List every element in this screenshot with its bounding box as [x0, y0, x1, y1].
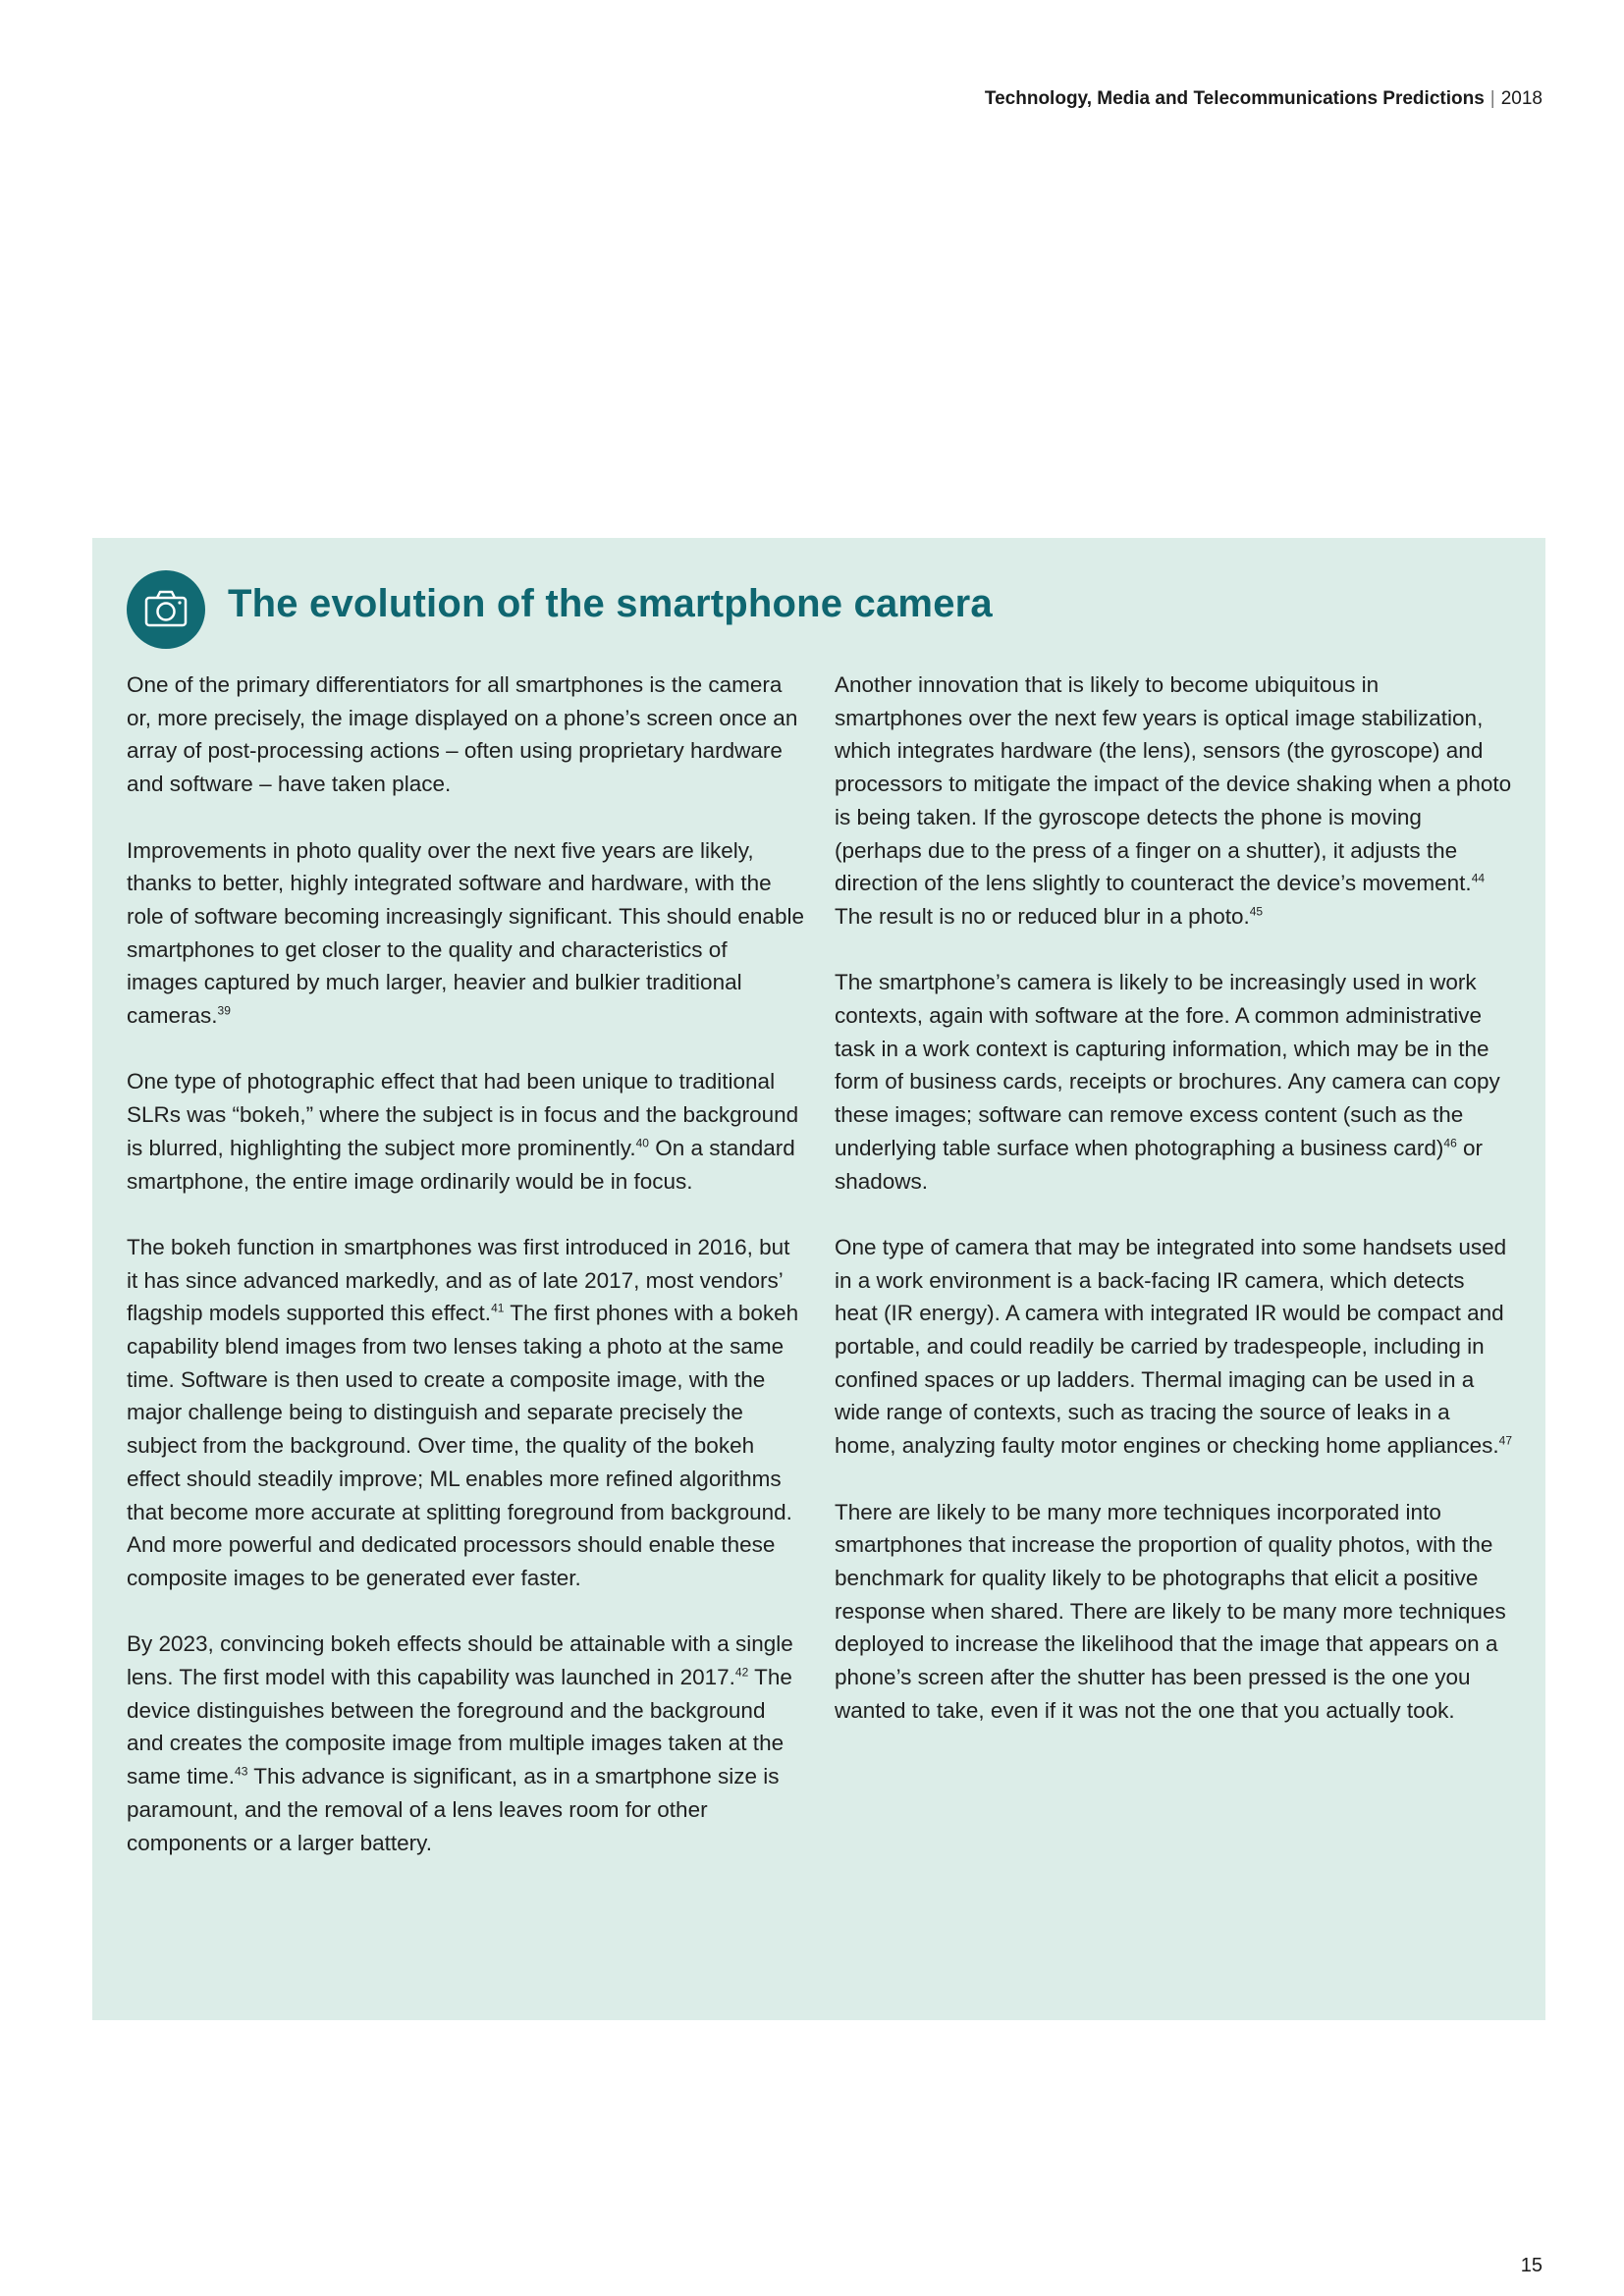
left-column: [127, 668, 804, 1893]
paragraph-text: One of the primary differentiators for all smartphones is the camera or, more precisely, the image displayed on a phone’s screen once an array of post-processing actions – often using proprietary hardware and software – have taken place.: [127, 672, 798, 797]
footnote-ref: 47: [1498, 1433, 1512, 1448]
header-separator: |: [1489, 88, 1495, 109]
footnote-ref: 39: [217, 1003, 231, 1018]
publication-title: Technology, Media and Telecommunications Predictions: [984, 88, 1485, 109]
body-paragraph: [835, 966, 1512, 1198]
footnote-ref: 40: [635, 1136, 649, 1150]
paragraph-text: One type of photographic effect that had been unique to traditional SLRs was “bokeh,” where the subject is in focus and the background is blurred, highlighting the subject more prominently.: [127, 1069, 799, 1160]
body-paragraph: [127, 834, 804, 1033]
paragraph-text: The first phones with a bokeh capability blend images from two lenses taking a photo at the same time. Software is then used to create a composite image, with the major challenge being to distinguish and separate precisely the subject from the background. Over time, the quality of the bokeh effect should steadily improve; ML enables more refined algorithms that become more accurate at splitting foreground from background. And more powerful and dedicated processors should enable these composite images to be generated ever faster.: [127, 1301, 799, 1590]
paragraph-text: or shadows.: [835, 1135, 1484, 1194]
body-paragraph: [835, 1231, 1512, 1463]
paragraph-text: This advance is significant, as in a smartphone size is paramount, and the removal of a lens leaves room for other components or a larger battery.: [127, 1764, 780, 1855]
running-header: [985, 88, 1543, 110]
publication-year: 2018: [1500, 88, 1543, 109]
body-paragraph: [835, 668, 1512, 934]
footnote-ref: 41: [491, 1301, 505, 1315]
footnote-ref: 44: [1471, 871, 1486, 885]
box-title: The evolution of the smartphone camera: [228, 582, 993, 625]
paragraph-text: The result is no or reduced blur in a photo.: [835, 903, 1250, 929]
right-column: [835, 668, 1512, 1760]
paragraph-text: One type of camera that may be integrated into some handsets used in a work environment is a back-facing IR camera, which detects heat (IR energy). A camera with integrated IR would be compact and portable, and could readily be carried by tradespeople, including in confined spaces or up ladders. Thermal imaging can be used in a wide range of contexts, such as tracing the source of leaks in a home, analyzing faulty motor engines or checking home appliances.: [835, 1234, 1507, 1459]
camera-icon: [127, 570, 205, 649]
footnote-ref: 45: [1249, 904, 1264, 919]
paragraph-text: The bokeh function in smartphones was first introduced in 2016, but it has since advanced markedly, and as of late 2017, most vendors’ flagship models supported this effect.: [127, 1234, 790, 1326]
body-paragraph: [127, 1065, 804, 1198]
body-paragraph: [127, 668, 804, 801]
body-paragraph: [835, 1496, 1512, 1728]
body-paragraph: [127, 1231, 804, 1595]
footnote-ref: 46: [1443, 1136, 1457, 1150]
sidebar-box: [92, 538, 1545, 2020]
footnote-ref: 42: [734, 1665, 749, 1680]
paragraph-text: By 2023, convincing bokeh effects should be attainable with a single lens. The first model with this capability was launched in 2017.: [127, 1631, 793, 1690]
paragraph-text: The device distinguishes between the foreground and the background and creates the composite image from multiple images taken at the same time.: [127, 1665, 792, 1789]
paragraph-text: Another innovation that is likely to become ubiquitous in smartphones over the next few years is optical image stabilization, which integrates hardware (the lens), sensors (the gyroscope) and processors to mitigate the impact of the device shaking when a photo is being taken. If the gyroscope detects the phone is moving (perhaps due to the press of a finger on a shutter), it adjusts the direction of the lens slightly to counteract the device’s movement.: [835, 672, 1512, 896]
paragraph-text: On a standard smartphone, the entire image ordinarily would be in focus.: [127, 1135, 795, 1194]
paragraph-text: Improvements in photo quality over the next five years are likely, thanks to better, highly integrated software and hardware, with the role of software becoming increasingly significant. This should enable smartphones to get closer to the quality and characteristics of images captured by much larger, heavier and bulkier traditional cameras.: [127, 837, 804, 1029]
paragraph-text: There are likely to be many more techniques incorporated into smartphones that increase the proportion of quality photos, with the benchmark for quality likely to be photographs that elicit a positive response when shared. There are likely to be many more techniques deployed to increase the likelihood that the image that appears on a phone’s screen after the shutter has been pressed is the one you wanted to take, even if it was not the one that you actually took.: [835, 1499, 1506, 1723]
paragraph-text: The smartphone’s camera is likely to be increasingly used in work contexts, again with software at the fore. A common administrative task in a work context is capturing information, which may be in the form of business cards, receipts or brochures. Any camera can copy these images; software can remove excess content (such as the underlying table surface when photographing a business card): [835, 970, 1500, 1160]
footnote-ref: 43: [235, 1764, 248, 1779]
body-paragraph: [127, 1628, 804, 1859]
page-number: 15: [1520, 2255, 1543, 2276]
